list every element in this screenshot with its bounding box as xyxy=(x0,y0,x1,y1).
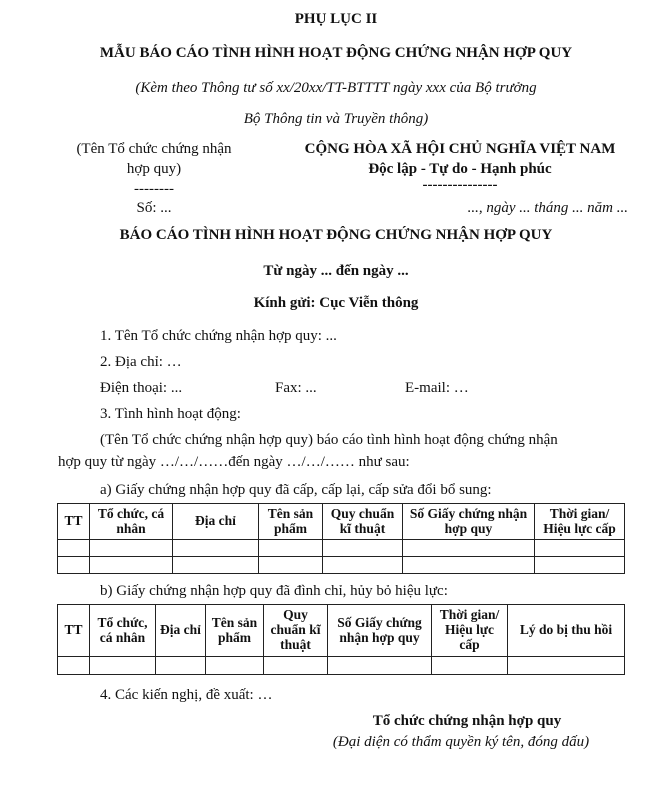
item-org-name: 1. Tên Tổ chức chứng nhận hợp quy: ... xyxy=(100,328,337,344)
table-cell xyxy=(264,657,328,675)
table-cell xyxy=(58,657,90,675)
attachment-note-line-2: Bộ Thông tin và Truyền thông) xyxy=(243,111,429,127)
table-cell xyxy=(173,557,259,574)
column-header: TT xyxy=(58,605,90,657)
table-cell xyxy=(508,657,625,675)
column-header: Số Giấy chứng nhận hợp quy xyxy=(403,504,535,540)
section-a-heading: a) Giấy chứng nhận hợp quy đã cấp, cấp lại, cấp sửa đổi bổ sung: xyxy=(100,482,492,498)
table-cell xyxy=(206,657,264,675)
org-name-line-2: hợp quy) xyxy=(126,161,182,177)
national-motto: Độc lập - Tự do - Hạnh phúc xyxy=(368,161,552,177)
table-cell xyxy=(156,657,206,675)
table-cell xyxy=(58,557,90,574)
column-header: Tên sản phẩm xyxy=(259,504,323,540)
column-header: Thời gian/ Hiệu lực cấp xyxy=(535,504,625,540)
table-cell xyxy=(90,557,173,574)
table-cell xyxy=(403,540,535,557)
column-header: Lý do bị thu hồi xyxy=(508,605,625,657)
table-cell xyxy=(323,557,403,574)
column-header: TT xyxy=(58,504,90,540)
signature-note: (Đại diện có thẩm quyền ký tên, đóng dấu) xyxy=(332,734,590,750)
table-row xyxy=(58,657,625,675)
date-line: ..., ngày ... tháng ... năm ... xyxy=(467,200,628,216)
appendix-label: PHỤ LỤC II xyxy=(294,11,378,27)
item-activity: 3. Tình hình hoạt động: xyxy=(100,406,241,422)
table-cell xyxy=(90,540,173,557)
table-cell xyxy=(535,557,625,574)
column-header: Quy chuẩn kĩ thuật xyxy=(264,605,328,657)
column-header: Quy chuẩn kĩ thuật xyxy=(323,504,403,540)
table-cell xyxy=(535,540,625,557)
fax-field: Fax: ... xyxy=(275,380,317,396)
column-header: Tổ chức, cá nhân xyxy=(90,504,173,540)
table-cell xyxy=(58,540,90,557)
table-cell xyxy=(403,557,535,574)
table-cell xyxy=(90,657,156,675)
item-address: 2. Địa chỉ: … xyxy=(100,354,182,370)
nation-name: CỘNG HÒA XÃ HỘI CHỦ NGHĨA VIỆT NAM xyxy=(304,141,616,157)
column-header: Thời gian/ Hiệu lực cấp xyxy=(432,605,508,657)
section-b-heading: b) Giấy chứng nhận hợp quy đã đình chỉ, hủy bỏ hiệu lực: xyxy=(100,583,448,599)
report-title: BÁO CÁO TÌNH HÌNH HOẠT ĐỘNG CHỨNG NHẬN HỢP QUY xyxy=(119,227,553,243)
signature-org: Tổ chức chứng nhận hợp quy xyxy=(372,713,562,729)
template-title: MẪU BÁO CÁO TÌNH HÌNH HOẠT ĐỘNG CHỨNG NHẬN HỢP QUY xyxy=(99,45,573,61)
report-period: Từ ngày ... đến ngày ... xyxy=(263,263,409,279)
table-header-row xyxy=(58,504,625,540)
revoked-certificates-table xyxy=(57,604,625,675)
column-header: Số Giấy chứng nhận hợp quy xyxy=(328,605,432,657)
issued-certificates-table xyxy=(57,503,625,574)
org-divider: -------- xyxy=(134,181,174,197)
table-cell xyxy=(328,657,432,675)
table-row xyxy=(58,557,625,574)
email-field: E-mail: … xyxy=(405,380,469,396)
item-recommendations: 4. Các kiến nghị, đề xuất: … xyxy=(100,687,273,703)
table-cell xyxy=(323,540,403,557)
column-header: Địa chỉ xyxy=(156,605,206,657)
column-header: Tổ chức, cá nhân xyxy=(90,605,156,657)
attachment-note-line-1: (Kèm theo Thông tư số xx/20xx/TT-BTTTT ngày xxx của Bộ trưởng xyxy=(135,80,537,96)
column-header: Tên sản phẩm xyxy=(206,605,264,657)
table-cell xyxy=(259,557,323,574)
motto-divider: --------------- xyxy=(422,177,498,193)
column-header: Địa chỉ xyxy=(173,504,259,540)
table-cell xyxy=(432,657,508,675)
table-header-row xyxy=(58,605,625,657)
document-number: Số: ... xyxy=(136,200,172,216)
org-name-line-1: (Tên Tổ chức chứng nhận xyxy=(76,141,232,157)
table-row xyxy=(58,540,625,557)
table-cell xyxy=(173,540,259,557)
phone-field: Điện thoại: ... xyxy=(100,380,183,396)
activity-paragraph-line-1: (Tên Tổ chức chứng nhận hợp quy) báo cáo tình hình hoạt động chứng nhận xyxy=(100,432,558,448)
recipient: Kính gửi: Cục Viễn thông xyxy=(253,295,419,311)
table-cell xyxy=(259,540,323,557)
activity-paragraph-line-2: hợp quy từ ngày …/…/……đến ngày …/…/…… như sau: xyxy=(58,454,410,470)
